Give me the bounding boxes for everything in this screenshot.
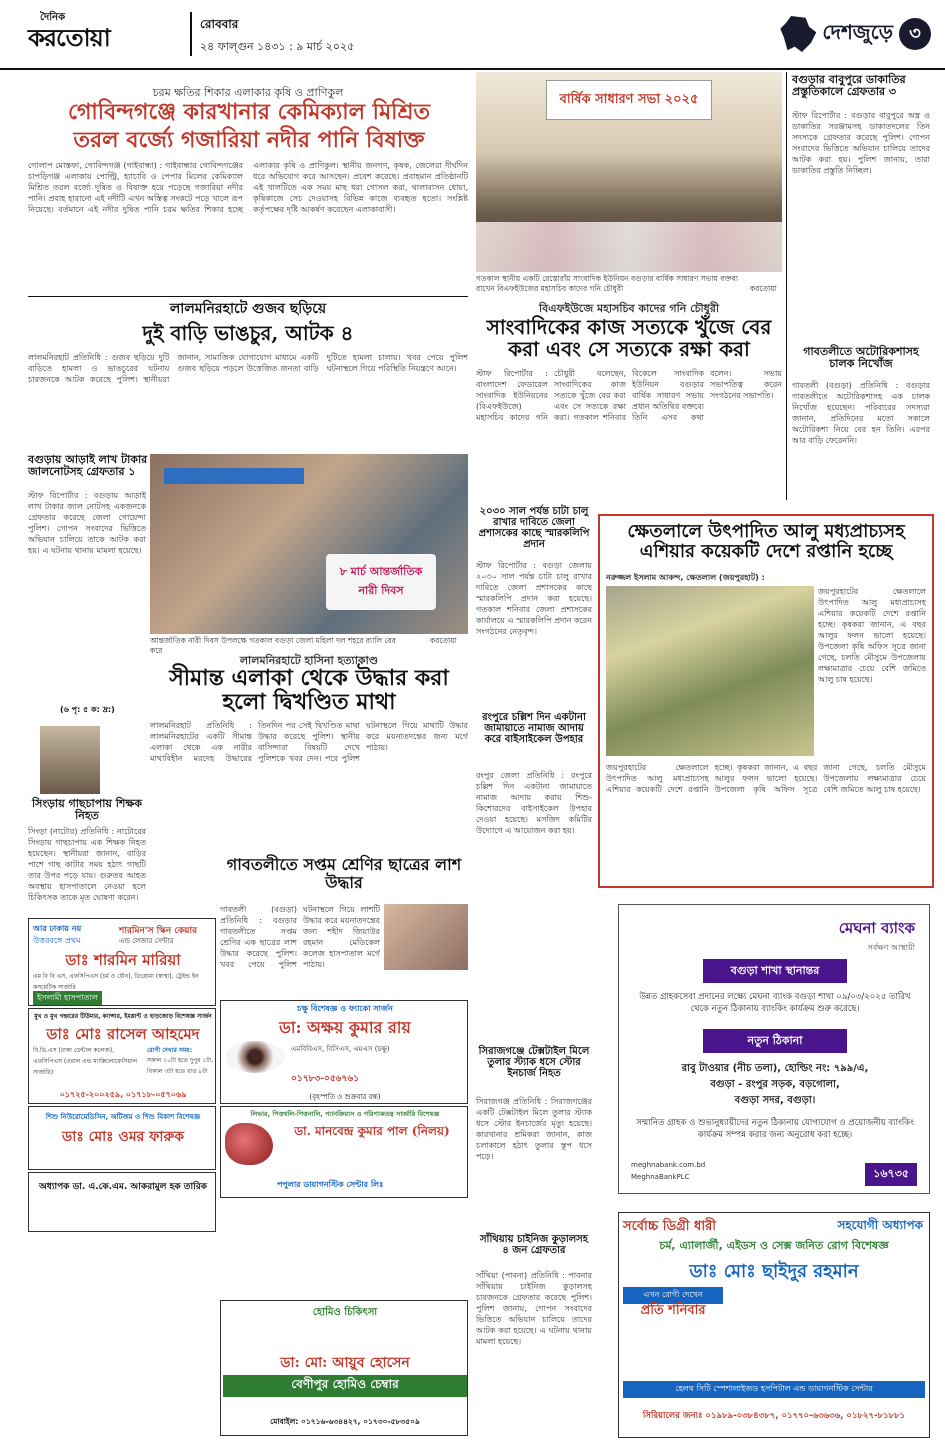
womens-day-credit: করতোয়া <box>430 636 457 645</box>
ad-note-1: আর ঢাকায় নয় <box>33 924 82 933</box>
lead-headline-1: গোবিন্দগঞ্জে কারখানার কেমিক্যাল মিশ্রিত <box>68 99 430 125</box>
section-name: দেশজুড়ে <box>822 19 893 44</box>
days-value: প্রতি শনিবার <box>640 1303 706 1318</box>
lalmonirhat-headline: দুই বাড়ি ভাঙচুর, আটক ৪ <box>142 321 354 345</box>
column-rule <box>786 72 787 500</box>
paper-logo: করতোয়া <box>28 23 110 52</box>
lead-kicker: চরম ক্ষতির শিকার এলাকার কৃষি ও প্রাণিকুল <box>152 86 344 99</box>
prof-specialty: চর্ম, এ্যালার্জী, এইডস ও সেক্স জনিত রোগ বিশেষজ্ঞ <box>659 1239 889 1252</box>
eye-icon <box>225 1041 285 1073</box>
counterfeit-body: স্টাফ রিপোর্টার : বগুড়ায় আড়াই লাখ টাকার জাল নোটসহ একজনকে গ্রেফতার করেছে জেলা গোয়েন্দা পুলিশ। গোপন সংবাদের ভিত্তিতে অভিযান চালিয়ে তাকে আটক করা হয়। এ ঘটনায় থানায় মামলা হয়েছে। <box>28 491 146 555</box>
clinic-sub: এন্ড লেজার সেন্টার <box>119 937 174 945</box>
clinic-name: শারমিন'স স্কিন কেয়ার <box>119 926 198 936</box>
gastro-heading: লিভার, পিত্তথলি-পিত্তনালি, প্যানক্রিয়াস ও পরিপাকতন্ত্র সার্জারি বিশেষজ্ঞ <box>250 1110 440 1118</box>
branch-relocation-banner: বগুড়া শাখা স্থানান্তর <box>703 959 847 983</box>
counterfeit-headline: বগুড়ায় আড়াই লাখ টাকার জালনোটসহ গ্রেফতার ১ <box>28 453 148 479</box>
prof-hospital: হেলথ সিটি স্পেশালাইজড হসপিটাল এন্ড ডায়াগনস্টিক সেন্টার <box>623 1381 925 1398</box>
homeo-clinic: বেণীপুর হোমিও চেম্বার <box>223 1375 467 1397</box>
potato-photo <box>606 586 814 756</box>
homeo-ad <box>220 1300 468 1436</box>
issue-date: ২৪ ফাল্গুন ১৪৩১ : ৯ মার্চ ২০২৫ <box>200 40 355 53</box>
potato-byline: নরুজ্জল ইসলাম আকন্দ, ক্ষেতলাল (জয়পুরহাট) : <box>606 573 765 582</box>
prof-phone: সিরিয়ালের জন্যঃ ০১৯৮৯-০৩৮৪৩৮৭, ০১৭৭০-৬৩৬৩৬, ০১৮২৭-৮১৮৮১ <box>642 1411 906 1421</box>
lalmonirhat-kicker: লালমনিরহাটে গুজব ছড়িয়ে <box>169 301 327 317</box>
journalists-caption: গতকাল স্থানীয় একটি রেস্তোরাঁয় সাংবাদিক ইউনিয়ন বগুড়ার বার্ষিক সাধারণ সভায় বক্তব্য রাখেন বিএফইউজের মহাসচিব কাদের গনি চৌধুরী <box>476 274 738 293</box>
eye-heading: চক্ষু বিশেষজ্ঞ ও ফ্যাকো সার্জন <box>297 1004 393 1013</box>
sirajganj-body: সিরাজগঞ্জ প্রতিনিধি : সিরাজগঞ্জের একটি টেক্সটাইল মিলে তুলার স্ট্যাক ধসে স্টোর ইনচার্জের মৃত্যু হয়েছে। কারখানার শ্রমিকরা জানান, কাজ চলাকালে হঠাৎ তুলার স্তূপ ধসে পড়ে। <box>476 1097 592 1161</box>
bank-name: মেঘনা ব্যাংক <box>838 919 915 937</box>
robbery-body: স্টাফ রিপোর্টার : বগুড়ার বাবুপুরে অস্ত্র ও ডাকাতির সরঞ্জামসহ ডাকাতদলের তিন সদস্যকে গ্রেফতার করেছে পুলিশ। গোপন সংবাদের ভিত্তিতে অভিযান চালিয়ে তাদের আটক করা হয়। পুলিশ জানায়, তারা ডাকাতির প্রস্তুতি নিচ্ছিল। <box>792 111 930 175</box>
shop-sign <box>164 468 304 484</box>
homeo-heading: হোমিও চিকিৎসা <box>312 1307 378 1318</box>
student-photo <box>384 904 468 970</box>
rangpur-body: রংপুর জেলা প্রতিনিধি : রংপুরে চল্লিশ দিন একটানা জামায়াতে নামাজ আদায় করায় শিশু-কিশোরদের বাইসাইকেল উপহার দেওয়া হয়েছে। মসজিদ কমিটির উদ্যোগে এ আয়োজন করা হয়। <box>476 771 592 835</box>
hours: সকাল ১০টা হতে দুপুর ১টা, বিকাল ৩টা হতে রাত ৮টা <box>147 1057 214 1075</box>
new-address-banner: নতুন ঠিকানা <box>703 1029 847 1053</box>
doctor-manabendra: ডা. মানবেন্দ্র কুমার পাল (নিলয়) <box>277 1123 467 1143</box>
doctor-rasel: ডাঃ মোঃ রাসেল আহমেদ <box>31 1023 215 1048</box>
gastro-clinic: পপুলার ডায়াগনস্টিক সেন্টার লিঃ <box>277 1180 384 1189</box>
ad-note-2: উত্তরবঙ্গে প্রথম <box>33 936 81 945</box>
doctor-saidur: ডাঃ মোঃ ছাইদুর রহমান <box>623 1257 925 1288</box>
doctor-rasel-degree: বি.ডি.এস (ঢাকা ডেন্টাল কলেজ), এফসিপিএস (ওরাল এন্ড ম্যাক্সিলোফেসিয়াল সার্জারি) <box>33 1047 138 1076</box>
journalists-kicker: বিএফইউজে মহাসচিব কাদের গনি চৌধুরী <box>538 302 720 315</box>
divider <box>28 296 468 297</box>
eye-degree: এমবিবিএস, বিসিএস, এমএস (চক্ষু) <box>291 1045 390 1053</box>
border-headline: সীমান্ত এলাকা থেকে উদ্ধার করা হলো দ্বিখণ্ডিত মাথা <box>169 665 449 716</box>
days-label: এখন রোগী দেখেন <box>623 1287 723 1304</box>
bank-website: meghnabank.com.bd <box>631 1161 706 1169</box>
bank-social: MeghnaBankPLC <box>631 1173 690 1181</box>
neuro-ad <box>28 1106 216 1170</box>
professor-ad <box>28 1172 216 1232</box>
border-kicker: লালমনিরহাটে হাসিনা হত্যাকাণ্ড <box>239 654 379 667</box>
womens-day-photo <box>150 454 468 634</box>
teacher-headline: সিংড়ায় গাছচাপায় শিক্ষক নিহত <box>32 797 142 823</box>
address-line-1: রাবু টাওয়ার (নীচ তলা), হোল্ডিং নং: ৭৯৯/এ, <box>681 1063 869 1074</box>
page-number: ৩ <box>899 18 931 50</box>
masthead-divider <box>190 12 192 56</box>
lead-body: গোলাপ মোস্তফা, গোবিন্দগঞ্জ (গাইবান্ধা) : গাইবান্ধার গোবিন্দগঞ্জের চাপড়িগঞ্জ এলাকায় পোল্ট্রি, হ্যাচারি ও পেপার মিলের কেমিক্যাল মিশ্রিত তরল বর্জ্যে দূষিত ও বিষাক্ত হয়ে পড়েছে গজারিয়া নদীর পানি। প্রবাহ হারানো এই নদীটি এখন অস্তিত্ব সংকটে পড়ে খালে রূপ নিয়েছে। বর্তমানে এই নদীর দুষিত পানি চরম ক্ষতির শিকার হচ্ছে এলাকার কৃষি ও প্রাণিকুল। স্থানীয় জনগণ, কৃষক, জেলেরা দীর্ঘদিন ধরে অভিযোগ করে আসছেন। প্রবেশ করেছে। প্রবাহমান প্রতিষ্ঠানটি এই খালটিতে এক সময় মাছ ধরা গোসল করা, থালাবাসন ধোয়া, কৃষিকাজে সেচ দেওয়াসহ বিভিন্ন কাজে ব্যবহৃত হতো। সংশ্লিষ্ট কর্তৃপক্ষের দৃষ্টি আকর্ষণ করেছেন এলাকাবাসী। <box>28 161 468 214</box>
robbery-headline: বগুড়ার বাবুপুরে ডাকাতির প্রস্তুতিকালে গ্রেফতার ৩ <box>792 73 906 99</box>
liver-icon <box>225 1123 273 1165</box>
sirajganj-headline: সিরাজগঞ্জে টেক্সটাইল মিলে তুলার স্ট্যাক ধসে স্টোর ইনচার্জ নিহত <box>478 1046 590 1079</box>
issue-day: রোববার <box>200 17 239 31</box>
teacher-body: সিংড়া (নাটোর) প্রতিনিধি : নাটোরের সিংড়ায় গাছচাপায় এক শিক্ষক নিহত হয়েছেন। স্থানীয়রা জানান, বাড়ির পাশে গাছ কাটার সময় হঠাৎ গাছটি তার উপর পড়ে যায়। গুরুতর আহত অবস্থায় হাসপাতালে নেওয়া হলে চিকিৎসক তাকে মৃত ঘোষণা করেন। <box>28 827 146 902</box>
meghna-bank-ad <box>618 904 930 1194</box>
bank-logo <box>839 917 915 955</box>
masthead <box>0 0 945 70</box>
rally-banner: ৮ মার্চ আন্তর্জাতিক নারী দিবস <box>326 554 436 610</box>
eye-note: (বৃহস্পতি ও শুক্রবার বন্ধ) <box>309 1093 381 1101</box>
memorandum-headline: ২০৩০ সাল পর্যন্ত চাটা চালু রাখার দাবিতে জেলা প্রশাসকের কাছে স্মারকলিপি প্রদান <box>478 506 590 550</box>
gastro-ad <box>220 1106 468 1198</box>
santhia-headline: সাঁথিয়ায় চাইনিজ কুড়ালসহ ৪ জন গ্রেফতার <box>479 1234 589 1256</box>
doctor-ayub: ডা: মো: আয়ুব হোসেন <box>223 1351 467 1375</box>
address-line-3: বগুড়া সদর, বগুড়া। <box>734 1095 816 1106</box>
doctor-sharmin: ডাঃ শারমিন মারিয়া <box>33 949 213 974</box>
prof-rank: সহযোগী অধ্যাপক <box>837 1218 923 1232</box>
counterfeit-cont: (৬ পৃ: ৫ ক: দ্র:) <box>60 705 115 714</box>
oral-surgeon-heading: মুখ ও মুখ গহ্বরের টিউমার, ক্যান্সার, ইমপ্লান্ট ও হাড়জোড় বিশেষজ্ঞ সার্জন <box>34 1013 212 1020</box>
santhia-body: সাঁথিয়া (পাবনা) প্রতিনিধি : পাবনার সাঁথিয়ায় চাইনিজ কুড়ালসহ চারজনকে গ্রেফতার করেছে পুলিশ। পুলিশ জানায়, গোপন সংবাদের ভিত্তিতে অভিযান চালিয়ে তাদের আটক করা হয়েছে। এ ঘটনায় থানায় মামলা হয়েছে। <box>476 1271 592 1346</box>
autorickshaw-headline: গাবতলীতে অটোরিকশাসহ চালক নিখোঁজ <box>803 345 919 371</box>
journalists-photo <box>476 72 782 272</box>
memorandum-body: স্টাফ রিপোর্টার : বগুড়া জেলায় ২০৩০ সাল পর্যন্ত চাটা চালু রাখার দাবিতে জেলা প্রশাসকের কাছে স্মারকলিপি প্রদান করা হয়েছে। গতকাল শনিবার জেলা প্রশাসকের কার্যালয়ে এ স্মারকলিপি প্রদান করেন সংগঠনের নেতৃবৃন্দ। <box>476 561 592 636</box>
neuro-heading: শিশু নিউরোমেডিসিন, অটিজম ও শিশু বিকাশ বিশেষজ্ঞ <box>45 1113 201 1121</box>
eye-ad <box>220 1000 468 1104</box>
closing-note: সম্মানিত গ্রাহক ও শুভানুধ্যায়ীদের নতুন ঠিকানায় যোগাযোগ ও প্রয়োজনীয় ব্যাংকিং কার্যক্রম সম্পন্ন করার জন্য অনুরোধ করা হচ্ছে। <box>636 1118 914 1140</box>
address-line-2: বগুড়া - রংপুর সড়ক, বড়গোলা, <box>710 1079 840 1090</box>
hours-title: রোগী দেখার সময়: <box>147 1047 193 1054</box>
bank-hotline: ১৬৭৩৫ <box>865 1163 917 1186</box>
autorickshaw-body: গাবতলী (বগুড়া) প্রতিনিধি : বগুড়ার গাবতলীতে অটোরিকশাসহ এক চালক নিখোঁজ হয়েছেন। পরিবারের সদস্যরা জানান, প্রতিদিনের মতো সকালে অটোরিকশা নিয়ে বের হন তিনি। এরপর আর বাড়ি ফেরেননি। <box>792 381 930 445</box>
event-banner: বার্ষিক সাধারণ সভা ২০২৫ <box>546 80 712 120</box>
teacher-photo <box>40 726 100 794</box>
flower-decor <box>476 222 782 272</box>
relocation-notice: উন্নত গ্রাহকসেবা প্রদানের লক্ষ্যে মেঘনা ব্যাংক বগুড়া শাখা ০৯/০৩/২০২৫ তারিখ থেকে নতুন ঠিকানায় ব্যাংকিং কার্যক্রম শুরু করেছে। <box>639 992 911 1014</box>
bangladesh-map-icon <box>780 16 816 52</box>
student-headline: গাবতলীতে সপ্তম শ্রেণির ছাত্রের লাশ উদ্ধার <box>226 855 462 892</box>
border-body: লালমনিরহাট প্রতিনিধি : লালমনিরহাটের একটি সীমান্ত এলাকা থেকে এক নারীর মাথাবিহীন মরদেহ উদ্ধারের তিনদিন পর সেই দ্বিখণ্ডিত মাথা উদ্ধার করেছে পুলিশ। স্থানীয় বাসিন্দারা বিষয়টি দেখে পুলিশকে খবর দেন। পরে পুলিশ ঘটনাস্থলে গিয়ে মাথাটি উদ্ধার করে ময়নাতদন্তের জন্য মর্গে পাঠায়। <box>150 721 468 763</box>
section-tag <box>780 14 931 54</box>
doctor-akshay: ডা: অক্ষয় কুমার রায় <box>223 1015 467 1042</box>
oral-surgeon-ad <box>28 1008 216 1104</box>
womens-day-caption: আন্তর্জাতিক নারী দিবস উপলক্ষে গতকাল বগুড়া জেলা মহিলা দল শহরে র‌্যালি বের করে <box>150 636 396 655</box>
journalists-credit: করতোয়া <box>750 284 777 293</box>
prof-heading: সর্বোচ্চ ডিগ্রী ধারী <box>623 1219 716 1234</box>
hospital-name: ইসলামী হাসপাতাল <box>33 991 102 1006</box>
doctor-sharmin-degree: এম বি বি এস, এফসিপিএস (চর্ম ও যৌন), ডিপ্লোমা (স্বাস্থ্য), ট্রেইন্ড ইন কসমেটিক সার্জারি <box>33 973 199 991</box>
potato-body-continued: জয়পুরহাটের ক্ষেতলালে উৎপাদিত আলু মধ্যপ্রাচ্যসহ এশিয়ার কয়েকটি দেশে রপ্তানি হচ্ছে। কৃষকরা জানান, এ বছর আলুর ফলন ভালো হয়েছে। উপজেলা কৃষি অফিস সূত্রে জানা গেছে, চলতি মৌসুমে উপজেলায় লক্ষ্যমাত্রার চেয়ে বেশি জমিতে আলু চাষ হয়েছে। <box>606 763 926 794</box>
potato-body: জয়পুরহাটের ক্ষেতলালে উৎপাদিত আলু মধ্যপ্রাচ্যসহ এশিয়ার কয়েকটি দেশে রপ্তানি হচ্ছে। কৃষকরা জানান, এ বছর আলুর ফলন ভালো হয়েছে। উপজেলা কৃষি অফিস সূত্রে জানা গেছে, চলতি মৌসুমে উপজেলায় লক্ষ্যমাত্রার চেয়ে বেশি জমিতে আলু চাষ হয়েছে। <box>818 587 926 684</box>
derma-professor-ad <box>618 1212 930 1438</box>
student-body: গাবতলী (বগুড়া) প্রতিনিধি : বগুড়ার গাবতলীতে সপ্তম শ্রেণির এক ছাত্রের লাশ উদ্ধার করেছে পুলিশ। খবর পেয়ে পুলিশ ঘটনাস্থলে গিয়ে লাশটি উদ্ধার করে ময়নাতদন্তের জন্য শহীদ জিয়াউর রহমান মেডিকেল কলেজ হাসপাতাল মর্গে পাঠায়। <box>220 905 380 969</box>
doctor-omar: ডাঃ মোঃ ওমর ফারুক <box>31 1125 215 1149</box>
eye-phone: ০১৭৮৩-০৫৬৭৬১ <box>291 1074 360 1084</box>
lalmonirhat-body: লালমনিরহাট প্রতিনিধি : গুজব ছড়িয়ে দুটি বাড়িতে হামলা ও ভাঙচুরের ঘটনায় চারজনকে আটক করেছে পুলিশ। স্থানীয়রা জানান, সামাজিক যোগাযোগ মাধ্যমে একটি গুজব ছড়িয়ে পড়লে উত্তেজিত জনতা বাড়ি দুটিতে হামলা চালায়। খবর পেয়ে পুলিশ ঘটনাস্থলে গিয়ে পরিস্থিতি নিয়ন্ত্রণে আনে। <box>28 353 468 384</box>
rangpur-headline: রংপুরে চল্লিশ দিন একটানা জামায়াতে নামাজ আদায় করে বাইসাইকেল উপহার <box>482 712 586 745</box>
oral-surgeon-phone: ০১৭২৫-২০০২৫৯, ০১৭১৮-০৫৭০৬৯ <box>59 1090 187 1099</box>
bank-tagline: সর্বক্ষণ আস্থায়ী <box>867 943 915 952</box>
professor-name: অধ্যাপক ডা. এ.কে.এম. আকরামুল হক তারিক <box>39 1182 207 1192</box>
journalists-body: স্টাফ রিপোর্টার : বাংলাদেশ ফেডারেল সাংবাদিক ইউনিয়নের (বিএফইউজে) মহাসচিব কাদের গনি চৌধুরী বলেছেন, সাংবাদিকের কাজ সত্যকে খুঁজে বের করা এবং সে সত্যকে রক্ষা করা। গতকাল শনিবার বিকেলে সাংবাদিক ইউনিয়ন বগুড়ার বার্ষিক সাধারণ সভায় প্রধান অতিথির বক্তব্যে তিনি এসব কথা বলেন। সভায় সভাপতিত্ব করেন সংগঠনের সভাপতি। <box>476 369 782 422</box>
homeo-phone: মোবাইল: ০১৭১৬-৬৩৪৪২৭, ০১৭৩০-৫৮৩৫০৯ <box>270 1417 420 1426</box>
lead-headline-2: তরল বর্জ্যে গজারিয়া নদীর পানি বিষাক্ত <box>73 127 425 153</box>
potato-headline: ক্ষেতলালে উৎপাদিত আলু মধ্যপ্রাচ্যসহ এশিয়ার কয়েকটি দেশে রপ্তানি হচ্ছে <box>627 521 905 562</box>
journalists-headline: সাংবাদিকের কাজ সত্যকে খুঁজে বের করা এবং সে সত্যকে রক্ষা করা <box>486 315 772 361</box>
dermatology-ad <box>28 918 216 1006</box>
paper-logo-small: দৈনিক <box>40 12 66 23</box>
